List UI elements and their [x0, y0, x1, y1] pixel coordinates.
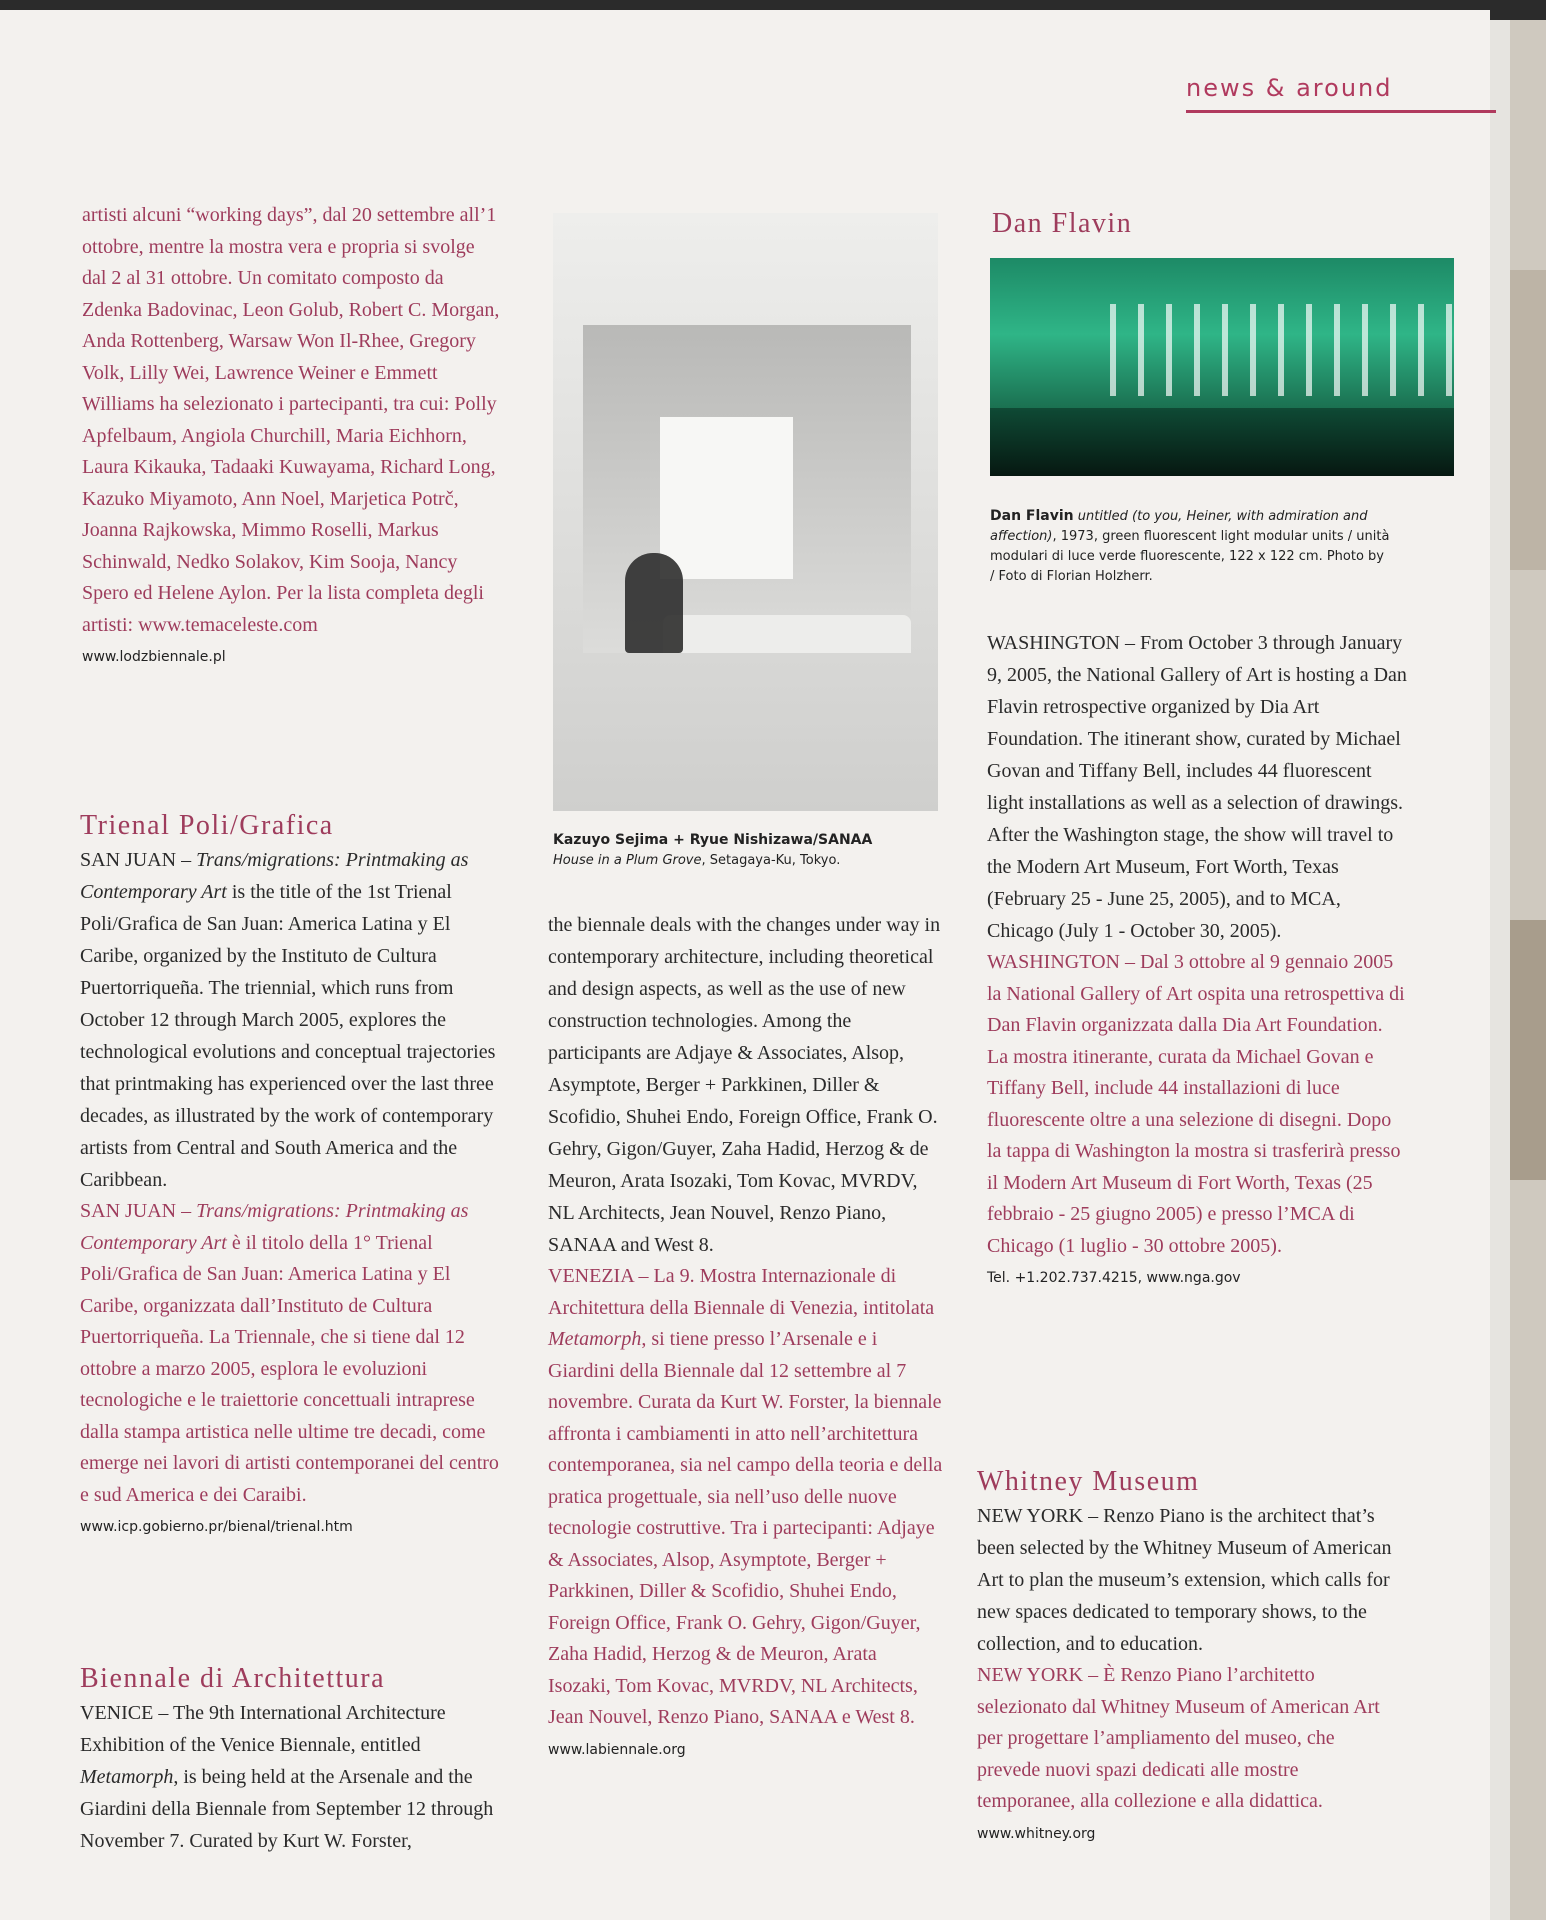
photo-figure [625, 553, 683, 653]
whitney-italian-text: NEW YORK – È Renzo Piano l’architetto selezionato dal Whitney Museum of American Art per progettare l’ampliamento del museo, che prevede nuovi spazi dedicati alle mostre temporanee, alla collezione e alla didattica. [977, 1664, 1380, 1812]
flavin-title: Dan Flavin [992, 208, 1133, 239]
whitney-url[interactable]: www.whitney.org [977, 1825, 1096, 1842]
biennale-url[interactable]: www.labiennale.org [548, 1741, 686, 1758]
trienal-title: Trienal Poli/Grafica [80, 810, 334, 841]
trienal-url[interactable]: www.icp.gobierno.pr/bienal/trienal.htm [80, 1519, 353, 1535]
whitney-english-text: NEW YORK – Renzo Piano is the architect that’s been selected by the Whitney Museum of American Art to plan the museum’s extension, which calls for new spaces dedicated to temporary shows, to the collection, and to education. [977, 1505, 1392, 1655]
whitney-title: Whitney Museum [977, 1466, 1200, 1497]
section-title: news & around [1186, 74, 1393, 102]
column-1 [82, 200, 502, 665]
biennale-title: Biennale di Architettura [80, 1663, 386, 1694]
trienal-article [80, 810, 500, 1535]
flavin-photo-caption: Dan Flavin untitled (to you, Heiner, with admiration and affection), 1973, green fluorescent light modular units / unità modulari di luce verde fluorescente, 122 x 122 cm. Photo by / Foto di Florian Holzherr. [990, 508, 1390, 584]
biennale-article [80, 1663, 500, 1857]
lodz-biennale-text: artisti alcuni “working days”, dal 20 settembre all’1 ottobre, mentre la mostra vera e propria si svolge dal 2 al 31 ottobre. Un comitato composto da Zdenka Badovinac, Leon Golub, Robert C. Morgan, Anda Rottenberg, Warsaw Won Il-Rhee, Gregory Volk, Lilly Wei, Lawrence Weiner e Emmett Williams ha selezionato i partecipanti, tra cui: Polly Apfelbaum, Angiola Churchill, Maria Eichhorn, Laura Kikauka, Tadaaki Kuwayama, Richard Long, Kazuko Miyamoto, Ann Noel, Marjetica Potrč, Joanna Rajkowska, Mimmo Roselli, Markus Schinwald, Nedko Solakov, Kim Sooja, Nancy Spero ed Helene Aylon. Per la lista completa degli artisti: www.temaceleste.com [82, 204, 500, 636]
flavin-article [987, 627, 1407, 1286]
biennale-italian-text: VENEZIA – La 9. Mostra Internazionale di Architettura della Biennale di Venezia, intitolata Metamorph, si tiene presso l’Arsenale e i Giardini della Biennale dal 12 settembre al 7 novembre. Curata da Kurt W. Forster, la biennale affronta i cambiamenti in atto nell’architettura contemporanea, sia nel campo della teoria e della pratica progettuale, sia nell’uso delle nuove tecnologie costruttive. Tra i partecipanti: Adjaye & Associates, Alsop, Asymptote, Berger + Parkkinen, Diller & Scofidio, Shuhei Endo, Foreign Office, Frank O. Gehry, Gigon/Guyer, Zaha Hadid, Herzog & de Meuron, Arata Isozaki, Tom Kovac, MVRDV, NL Architects, Jean Nouvel, Renzo Piano, SANAA e West 8. [548, 1265, 943, 1728]
adjacent-page-image [1510, 270, 1546, 570]
trienal-italian-text: SAN JUAN – Trans/migrations: Printmaking as Contemporary Art è il titolo della 1° Trienal Poli/Grafica de San Juan: America Latina y El Caribe, organizzata dall’Instituto de Cultura Puertorriqueña. La Triennale, che si tiene dal 12 ottobre a marzo 2005, esplora le evoluzioni tecnologiche e le traiettorie concettuali intraprese dalla stampa artistica nelle ultime tre decadi, come emerge nei lavori di artisti contemporanei del centro e sud America e dei Caraibi. [80, 1200, 499, 1506]
section-header [1186, 70, 1496, 113]
flavin-italian-text: WASHINGTON – Dal 3 ottobre al 9 gennaio 2005 la National Gallery of Art ospita una retrospettiva di Dan Flavin organizzata dalla Dia Art Foundation. La mostra itinerante, curata da Michael Govan e Tiffany Bell, include 44 installazioni di luce fluorescente oltre a una selezione di disegni. Dopo la tappa di Washington la mostra si trasferirà presso il Modern Art Museum di Fort Worth, Texas (25 febbraio - 25 giugno 2005) e presso l’MCA di Chicago (1 luglio - 30 ottobre 2005). [987, 951, 1405, 1257]
adjacent-page-strip [1510, 20, 1546, 1920]
sanaa-house-photo [553, 213, 938, 811]
fluorescent-modules [1110, 304, 1454, 396]
flavin-header [992, 208, 1452, 242]
photo-window [660, 417, 793, 579]
trienal-english-text: SAN JUAN – Trans/migrations: Printmaking as Contemporary Art is the title of the 1st Trienal Poli/Grafica de San Juan: America Latina y El Caribe, organized by the Instituto de Cultura Puertorriqueña. The triennial, which runs from October 12 through March 2005, explores the technological evolutions and conceptual trajectories that printmaking has experienced over the last three decades, as illustrated by the work of contemporary artists from Central and South America and the Caribbean. [80, 849, 496, 1191]
biennale-article-continued [548, 909, 943, 1758]
flavin-installation-photo [990, 258, 1454, 476]
biennale-english-continued: the biennale deals with the changes under way in contemporary architecture, including theoretical and design aspects, as well as the use of new construction technologies. Among the participants are Adjaye & Associates, Alsop, Asymptote, Berger + Parkkinen, Diller & Scofidio, Shuhei Endo, Foreign Office, Frank O. Gehry, Gigon/Guyer, Zaha Hadid, Herzog & de Meuron, Arata Isozaki, Tom Kovac, MVRDV, NL Architects, Jean Nouvel, Renzo Piano, SANAA and West 8. [548, 914, 941, 1256]
whitney-article [977, 1466, 1397, 1842]
biennale-english-text: VENICE – The 9th International Architecture Exhibition of the Venice Biennale, entitled Metamorph, is being held at the Arsenale and the Giardini della Biennale from September 12 through November 7. Curated by Kurt W. Forster, [80, 1702, 494, 1852]
sanaa-photo-caption: Kazuyo Sejima + Ryue Nishizawa/SANAA House in a Plum Grove, Setagaya-Ku, Tokyo. [553, 832, 873, 868]
flavin-contact[interactable]: Tel. +1.202.737.4215, www.nga.gov [987, 1270, 1241, 1286]
page-edge [1490, 20, 1510, 1920]
lodz-biennale-url[interactable]: www.lodzbiennale.pl [82, 649, 226, 665]
caption-credit: Kazuyo Sejima + Ryue Nishizawa/SANAA [553, 832, 873, 848]
photo-bed [663, 615, 911, 653]
flavin-english-text: WASHINGTON – From October 3 through January 9, 2005, the National Gallery of Art is hosting a Dan Flavin retrospective organized by Dia Art Foundation. The itinerant show, curated by Michael Govan and Tiffany Bell, includes 44 fluorescent light installations as well as a selection of drawings. After the Washington stage, the show will travel to the Modern Art Museum, Fort Worth, Texas (February 25 - June 25, 2005), and to MCA, Chicago (July 1 - October 30, 2005). [987, 632, 1407, 942]
adjacent-page-image [1510, 920, 1546, 1180]
